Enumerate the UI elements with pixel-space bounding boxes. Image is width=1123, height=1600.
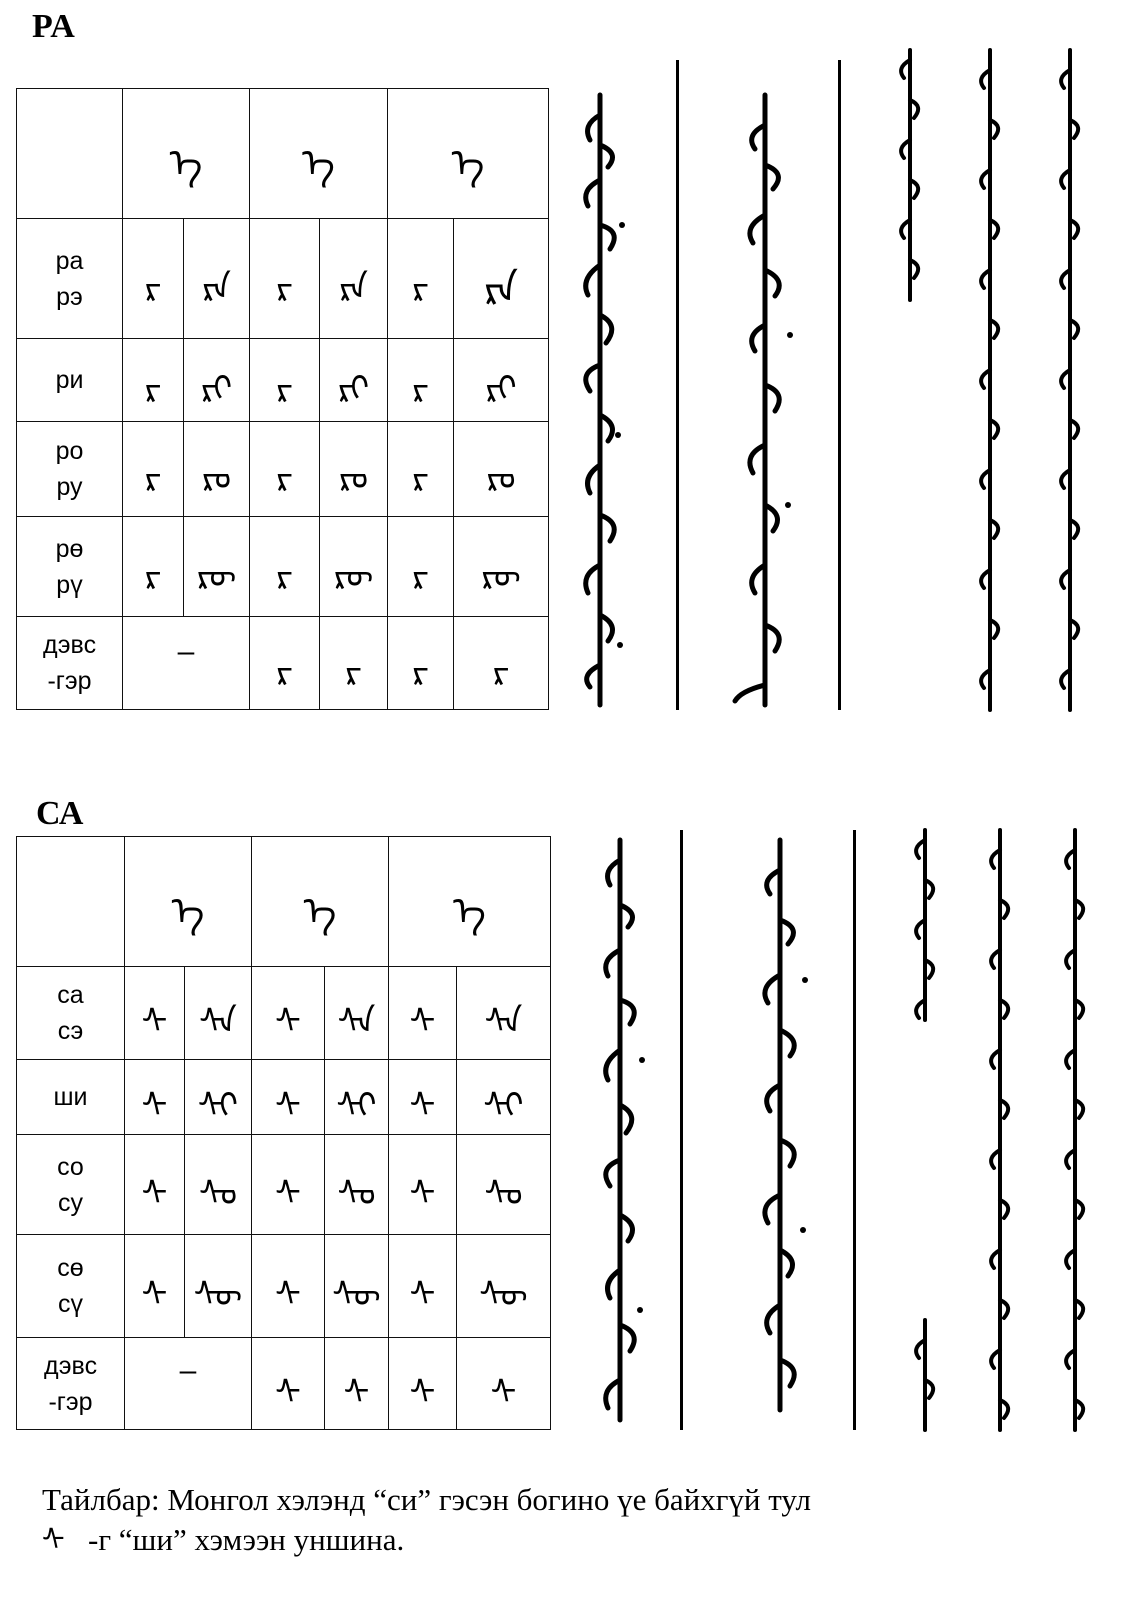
table-row <box>17 339 549 422</box>
glyph-cell: ᠷ <box>388 517 454 617</box>
table-row <box>17 1060 551 1135</box>
table-row <box>17 1235 551 1338</box>
header-glyph: ᠡ <box>388 89 549 219</box>
vertical-script-column <box>580 830 660 1430</box>
glyph-cell: ᠰᠠ <box>185 967 252 1060</box>
table-row <box>17 219 549 339</box>
row-label: дэвс -гэр <box>17 617 123 710</box>
glyph-cell: ᠷ <box>454 617 549 710</box>
letter-table-sa <box>16 836 551 1430</box>
table-header-row <box>17 837 551 967</box>
glyph-cell: ᠰᠥ <box>185 1235 252 1338</box>
table-header-row <box>17 89 549 219</box>
section-title-ra: PA <box>32 8 75 45</box>
header-glyph: ᠡ <box>125 837 252 967</box>
footnote-line-2-text: -г “ши” хэмээн уншина. <box>88 1522 405 1557</box>
vertical-script-column <box>735 830 825 1430</box>
empty-cell: – <box>125 1338 252 1430</box>
glyph-cell: ᠰ <box>252 967 325 1060</box>
glyph-cell: ᠰᠣ <box>457 1135 551 1235</box>
glyph-cell: ᠷ <box>123 422 184 517</box>
glyph-cell: ᠷ <box>388 219 454 339</box>
glyph-cell: ᠰ <box>252 1135 325 1235</box>
glyph-cell: ᠰ <box>325 1338 389 1430</box>
table-row <box>17 1135 551 1235</box>
row-label: ши <box>17 1060 125 1135</box>
glyph-cell: ᠷᠠ <box>184 219 250 339</box>
vertical-text-block <box>890 820 1110 1440</box>
glyph-cell: ᠰᠥ <box>457 1235 551 1338</box>
glyph-cell: ᠰ <box>125 1135 185 1235</box>
glyph-cell: ᠷ <box>388 339 454 422</box>
row-label: сө сү <box>17 1235 125 1338</box>
glyph-cell: ᠰ <box>389 967 457 1060</box>
glyph-cell: ᠷᠣ <box>454 422 549 517</box>
corner-cell <box>17 89 123 219</box>
footnote-line-2 <box>42 1520 811 1561</box>
glyph-cell: ᠷᠢ <box>454 339 549 422</box>
glyph-cell: ᠷᠡ <box>320 219 388 339</box>
table-row <box>17 617 549 710</box>
corner-cell <box>17 837 125 967</box>
row-label: ри <box>17 339 123 422</box>
section-title-sa: СА <box>36 795 84 832</box>
glyph-cell: ᠰᠣ <box>185 1135 252 1235</box>
glyph-cell: ᠷ <box>250 219 320 339</box>
vertical-script-column <box>560 85 640 725</box>
glyph-cell: ᠷ <box>250 422 320 517</box>
glyph-cell: ᠰ <box>389 1060 457 1135</box>
footnote-line-1: Тайлбар: Монгол хэлэнд “си” гэсэн богино үе байхгүй тул <box>42 1482 812 1517</box>
note-glyph: ᠰ <box>42 1524 65 1557</box>
table-row <box>17 422 549 517</box>
header-glyph: ᠡ <box>389 837 551 967</box>
glyph-cell: ᠰ <box>252 1235 325 1338</box>
glyph-cell: ᠰ <box>389 1235 457 1338</box>
glyph-cell: ᠷ <box>320 617 388 710</box>
vertical-text-block <box>870 40 1110 720</box>
footnote <box>42 1480 811 1561</box>
glyph-cell: ᠷᠢ <box>320 339 388 422</box>
glyph-cell: ᠷᠥ <box>320 517 388 617</box>
glyph-cell: ᠰᠥ <box>325 1235 389 1338</box>
letter-table-ra <box>16 88 549 710</box>
glyph-cell: ᠷ <box>250 339 320 422</box>
glyph-cell: ᠰ <box>389 1338 457 1430</box>
glyph-cell: ᠰᠡ <box>325 967 389 1060</box>
row-label: са сэ <box>17 967 125 1060</box>
glyph-cell: ᠷᠥ <box>454 517 549 617</box>
glyph-cell: ᠷ <box>388 617 454 710</box>
glyph-cell: ᠰ <box>457 1338 551 1430</box>
glyph-cell: ᠷ <box>123 517 184 617</box>
header-glyph: ᠡ <box>250 89 388 219</box>
glyph-cell: ᠷᠣ <box>184 422 250 517</box>
glyph-cell: ᠰᠣ <box>325 1135 389 1235</box>
row-label: рө рү <box>17 517 123 617</box>
glyph-cell: ᠷᠢ <box>184 339 250 422</box>
glyph-cell: ᠷ <box>250 617 320 710</box>
glyph-cell: ᠷᠠ <box>454 219 549 339</box>
table-row <box>17 967 551 1060</box>
glyph-cell: ᠰᠢ <box>185 1060 252 1135</box>
glyph-cell: ᠰ <box>125 1060 185 1135</box>
glyph-cell: ᠰ <box>389 1135 457 1235</box>
glyph-cell: ᠷᠥ <box>184 517 250 617</box>
divider-line <box>853 830 856 1430</box>
glyph-cell: ᠰ <box>125 1235 185 1338</box>
row-label: дэвс -гэр <box>17 1338 125 1430</box>
glyph-cell: ᠷ <box>123 219 184 339</box>
empty-cell: – <box>123 617 250 710</box>
vertical-script-column <box>720 85 810 725</box>
row-label: со су <box>17 1135 125 1235</box>
table-row <box>17 517 549 617</box>
divider-line <box>838 60 841 710</box>
glyph-cell: ᠰ <box>252 1060 325 1135</box>
header-glyph: ᠡ <box>123 89 250 219</box>
glyph-cell: ᠷᠣ <box>320 422 388 517</box>
glyph-cell: ᠷ <box>123 339 184 422</box>
header-glyph: ᠡ <box>252 837 389 967</box>
glyph-cell: ᠷ <box>250 517 320 617</box>
divider-line <box>676 60 679 710</box>
row-label: ро ру <box>17 422 123 517</box>
row-label: ра рэ <box>17 219 123 339</box>
glyph-cell: ᠷ <box>388 422 454 517</box>
glyph-cell: ᠰ <box>125 967 185 1060</box>
glyph-cell: ᠰᠢ <box>325 1060 389 1135</box>
glyph-cell: ᠰ <box>252 1338 325 1430</box>
divider-line <box>680 830 683 1430</box>
table-row <box>17 1338 551 1430</box>
glyph-cell: ᠰᠠ <box>457 967 551 1060</box>
glyph-cell: ᠰᠢ <box>457 1060 551 1135</box>
